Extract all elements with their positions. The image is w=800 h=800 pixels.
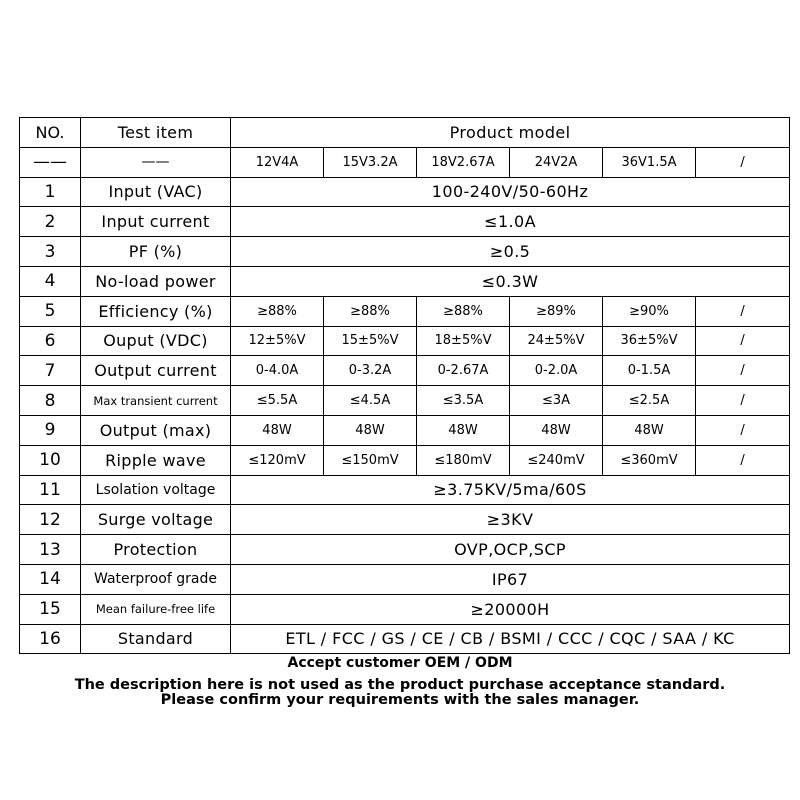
spec-cell: ≥90%: [603, 296, 696, 326]
model-cell: 18V2.67A: [417, 147, 510, 177]
row-number: 2: [20, 207, 81, 237]
model-row: [20, 147, 790, 177]
spec-cell: /: [696, 296, 790, 326]
spec-cell: 0-2.67A: [417, 356, 510, 386]
table-row: [20, 445, 790, 475]
spec-cell: 12±5%V: [231, 326, 324, 356]
table-row: [20, 415, 790, 445]
row-number: 16: [20, 624, 81, 654]
row-number: 10: [20, 445, 81, 475]
spec-cell: /: [696, 356, 790, 386]
spec-value: IP67: [231, 564, 790, 594]
test-item-label: Efficiency (%): [81, 296, 231, 326]
spec-cell: 48W: [417, 415, 510, 445]
row-number: 15: [20, 594, 81, 624]
table-row: [20, 326, 790, 356]
spec-cell: /: [696, 326, 790, 356]
disclaimer-line-1: The description here is not used as the product purchase acceptance standard.: [74, 677, 726, 693]
spec-cell: ≤360mV: [603, 445, 696, 475]
spec-cell: /: [696, 386, 790, 416]
row-number: 6: [20, 326, 81, 356]
model-row-no: ——: [20, 147, 81, 177]
table-row: [20, 356, 790, 386]
spec-cell: 0-2.0A: [510, 356, 603, 386]
header-no: NO.: [20, 118, 81, 148]
test-item-label: Waterproof grade: [81, 564, 231, 594]
spec-cell: ≥89%: [510, 296, 603, 326]
spec-cell: 48W: [510, 415, 603, 445]
test-item-label: Ouput (VDC): [81, 326, 231, 356]
spec-value: ≥3.75KV/5ma/60S: [231, 475, 790, 505]
row-number: 8: [20, 386, 81, 416]
table-row: [20, 296, 790, 326]
table-row: [20, 475, 790, 505]
test-item-label: Standard: [81, 624, 231, 654]
spec-cell: 15±5%V: [324, 326, 417, 356]
test-item-label: Max transient current: [81, 386, 231, 416]
spec-cell: ≥88%: [324, 296, 417, 326]
table-row: [20, 594, 790, 624]
spec-cell: 0-3.2A: [324, 356, 417, 386]
spec-cell: ≥88%: [417, 296, 510, 326]
row-number: 3: [20, 237, 81, 267]
spec-cell: ≤3A: [510, 386, 603, 416]
test-item-label: Mean failure-free life: [81, 594, 231, 624]
row-number: 13: [20, 535, 81, 565]
spec-value: ≥20000H: [231, 594, 790, 624]
table-row: [20, 564, 790, 594]
table-row: [20, 535, 790, 565]
test-item-label: Input current: [81, 207, 231, 237]
header-test-item: Test item: [81, 118, 231, 148]
model-row-item: ——: [81, 147, 231, 177]
spec-cell: ≤180mV: [417, 445, 510, 475]
spec-cell: ≥88%: [231, 296, 324, 326]
spec-cell: ≤2.5A: [603, 386, 696, 416]
spec-value: OVP,OCP,SCP: [231, 535, 790, 565]
test-item-label: Input (VAC): [81, 177, 231, 207]
test-item-label: No-load power: [81, 266, 231, 296]
model-cell: /: [696, 147, 790, 177]
table-row: [20, 237, 790, 267]
row-number: 1: [20, 177, 81, 207]
test-item-label: Protection: [81, 535, 231, 565]
spec-cell: ≤4.5A: [324, 386, 417, 416]
spec-cell: 36±5%V: [603, 326, 696, 356]
spec-cell: ≤3.5A: [417, 386, 510, 416]
spec-value: ≥0.5: [231, 237, 790, 267]
table-row: [20, 266, 790, 296]
model-cell: 12V4A: [231, 147, 324, 177]
spec-value: ≤1.0A: [231, 207, 790, 237]
test-item-label: Lsolation voltage: [81, 475, 231, 505]
table-row: [20, 624, 790, 654]
model-cell: 15V3.2A: [324, 147, 417, 177]
spec-cell: ≤150mV: [324, 445, 417, 475]
spec-value: ETL / FCC / GS / CE / CB / BSMI / CCC / CQC / SAA / KC: [231, 624, 790, 654]
spec-cell: 24±5%V: [510, 326, 603, 356]
row-number: 5: [20, 296, 81, 326]
row-number: 12: [20, 505, 81, 535]
spec-value: ≤0.3W: [231, 266, 790, 296]
test-item-label: Output (max): [81, 415, 231, 445]
table-row: [20, 207, 790, 237]
spec-cell: ≤5.5A: [231, 386, 324, 416]
spec-cell: ≤120mV: [231, 445, 324, 475]
row-number: 4: [20, 266, 81, 296]
table-row: [20, 505, 790, 535]
model-cell: 24V2A: [510, 147, 603, 177]
spec-cell: /: [696, 445, 790, 475]
spec-cell: 0-1.5A: [603, 356, 696, 386]
test-item-label: Ripple wave: [81, 445, 231, 475]
row-number: 14: [20, 564, 81, 594]
header-row: [20, 118, 790, 148]
spec-cell: 18±5%V: [417, 326, 510, 356]
spec-cell: 48W: [603, 415, 696, 445]
spec-table: [19, 117, 790, 654]
row-number: 7: [20, 356, 81, 386]
table-row: [20, 177, 790, 207]
test-item-label: PF (%): [81, 237, 231, 267]
spec-cell: /: [696, 415, 790, 445]
model-cell: 36V1.5A: [603, 147, 696, 177]
test-item-label: Surge voltage: [81, 505, 231, 535]
row-number: 11: [20, 475, 81, 505]
spec-cell: 48W: [324, 415, 417, 445]
test-item-label: Output current: [81, 356, 231, 386]
oem-note: Accept customer OEM / ODM: [287, 655, 513, 671]
spec-cell: 0-4.0A: [231, 356, 324, 386]
row-number: 9: [20, 415, 81, 445]
disclaimer-line-2: Please confirm your requirements with the sales manager.: [160, 692, 640, 708]
spec-cell: 48W: [231, 415, 324, 445]
table-row: [20, 386, 790, 416]
header-product-model: Product model: [231, 118, 790, 148]
spec-value: 100-240V/50-60Hz: [231, 177, 790, 207]
spec-value: ≥3KV: [231, 505, 790, 535]
spec-cell: ≤240mV: [510, 445, 603, 475]
